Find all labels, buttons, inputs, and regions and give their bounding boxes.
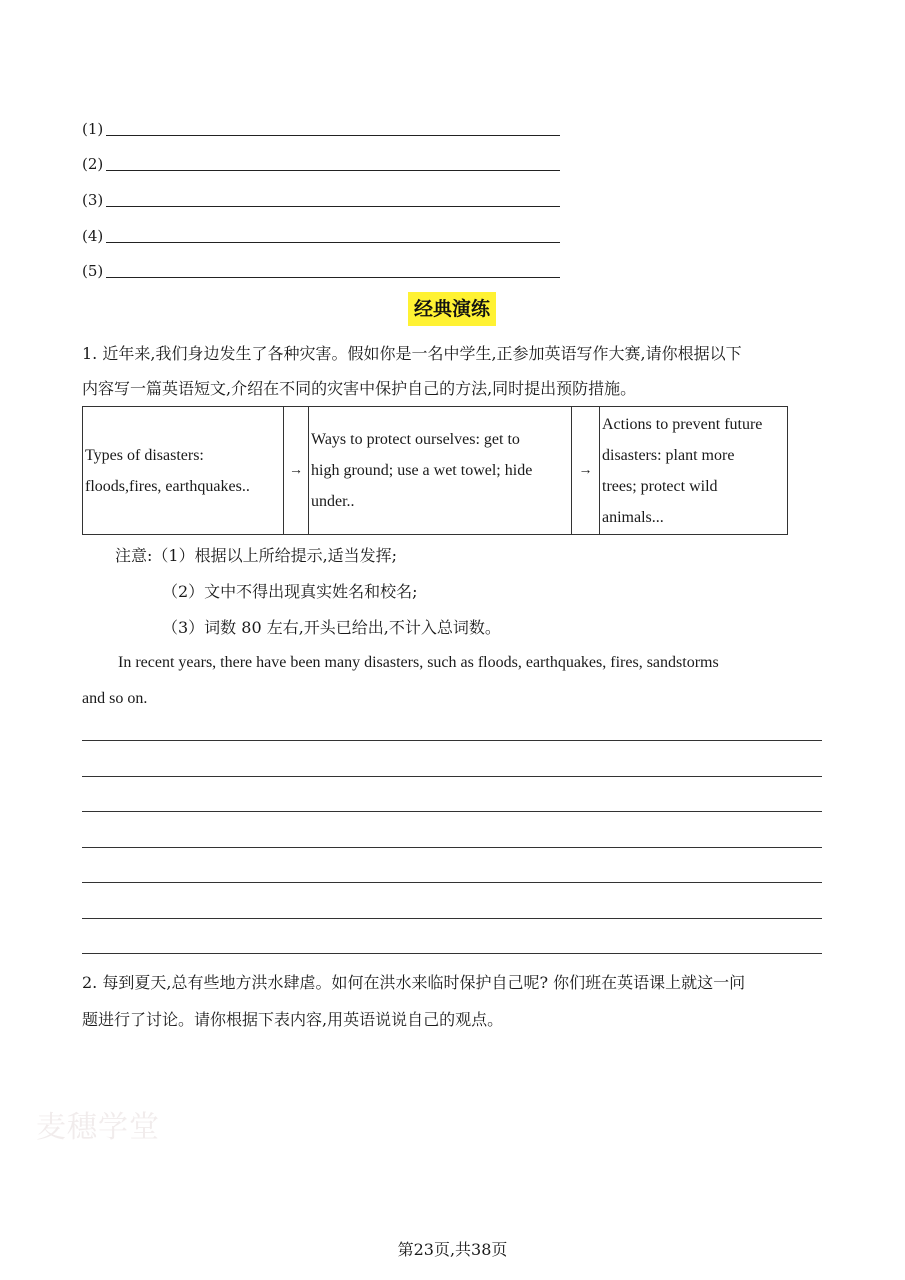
q1-prompt-line-1: 1. 近年来,我们身边发生了各种灾害。假如你是一名中学生,正参加英语写作大赛,请你根据以下	[82, 344, 742, 363]
hint-text: Actions to prevent future	[602, 415, 763, 433]
hint-cell-protect	[309, 407, 572, 535]
hint-text: Ways to protect ourselves: get to	[311, 431, 520, 448]
answer-rule	[106, 277, 560, 278]
answer-line-label: (2)	[82, 155, 104, 173]
hint-text: disasters: plant more	[602, 446, 735, 464]
hint-cell-prevent	[600, 407, 788, 535]
writing-line	[82, 740, 822, 741]
arrow-icon: →	[572, 407, 600, 535]
hint-text: under..	[311, 493, 355, 510]
writing-line	[82, 882, 822, 883]
hint-text: Types of disasters:	[85, 446, 204, 464]
answer-rule	[106, 242, 560, 243]
answer-line-label: (5)	[82, 262, 104, 280]
q1-prompt-line-2: 内容写一篇英语短文,介绍在不同的灾害中保护自己的方法,同时提出预防措施。	[82, 379, 637, 398]
q2-prompt-line-2: 题进行了讨论。请你根据下表内容,用英语说说自己的观点。	[82, 1010, 504, 1029]
hint-cell-types	[83, 407, 284, 535]
hint-text: trees; protect wild	[602, 477, 718, 495]
essay-opening-line-1: In recent years, there have been many disasters, such as floods, earthquakes, fires, sandstorms	[118, 654, 719, 671]
writing-line	[82, 776, 822, 777]
answer-rule	[106, 206, 560, 207]
q2-prompt-line-1: 2. 每到夏天,总有些地方洪水肆虐。如何在洪水来临时保护自己呢? 你们班在英语课上就这一问	[82, 973, 746, 992]
answer-rule	[106, 135, 560, 136]
watermark: 麦穗学堂	[36, 1110, 160, 1145]
writing-line	[82, 953, 822, 954]
arrow-icon: →	[284, 407, 309, 535]
hint-text: floods,fires, earthquakes..	[85, 477, 250, 495]
section-title: 经典演练	[408, 292, 496, 326]
hint-table	[82, 406, 788, 535]
hint-text: high ground; use a wet towel; hide	[311, 462, 533, 479]
answer-rule	[106, 170, 560, 171]
writing-line	[82, 811, 822, 812]
answer-line-label: (1)	[82, 120, 104, 138]
hint-text: animals...	[602, 508, 664, 526]
page-number: 第23页,共38页	[397, 1240, 508, 1259]
writing-line	[82, 847, 822, 848]
note-3: （3）词数 80 左右,开头已给出,不计入总词数。	[162, 618, 501, 637]
answer-line-label: (3)	[82, 191, 104, 209]
writing-line	[82, 918, 822, 919]
answer-line-label: (4)	[82, 227, 104, 245]
note-2: （2）文中不得出现真实姓名和校名;	[162, 582, 418, 601]
note-1: 注意:（1）根据以上所给提示,适当发挥;	[115, 546, 398, 565]
essay-opening-line-2: and so on.	[82, 690, 148, 707]
